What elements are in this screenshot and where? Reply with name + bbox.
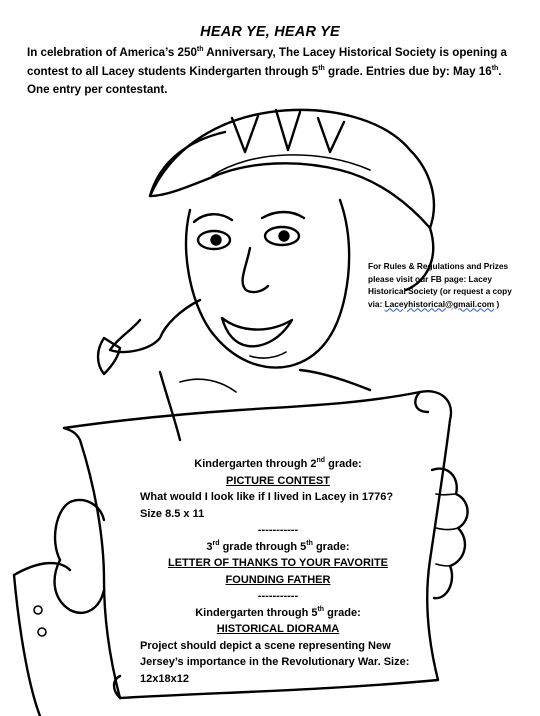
intro-text-4: . One entry per contestant. bbox=[27, 64, 502, 96]
contest-1-title: PICTURE CONTEST bbox=[226, 474, 330, 487]
contest-3-grade-suffix: grade: bbox=[324, 606, 361, 619]
hat-outline bbox=[150, 110, 434, 228]
contest-2-title: LETTER OF THANKS TO YOUR FAVORITE FOUNDING FATHER bbox=[167, 557, 388, 586]
contest-2-grade bbox=[140, 539, 416, 556]
contest-2-grade-sup-1: rd bbox=[212, 539, 220, 547]
intro-sup-3: th bbox=[491, 64, 499, 72]
hat-cockade-right bbox=[318, 118, 344, 152]
left-cuff bbox=[14, 563, 70, 716]
contest-1-description: What would I look like if I lived in Lacey in 1776? Size 8.5 x 11 bbox=[140, 491, 394, 520]
chin-line bbox=[250, 352, 286, 358]
scroll-curl-top bbox=[415, 392, 428, 412]
divider-1: ----------- bbox=[257, 524, 299, 536]
left-hand bbox=[55, 500, 104, 613]
intro-sup-2: th bbox=[318, 64, 325, 72]
intro-text-3: grade. Entries due by: May 16 bbox=[324, 64, 492, 78]
contest-3-grade-sup: th bbox=[317, 605, 325, 613]
coat-lapel bbox=[180, 379, 236, 392]
rules-close: ) bbox=[494, 298, 500, 309]
contest-3-grade bbox=[140, 605, 416, 622]
hair-curl bbox=[110, 300, 200, 352]
mouth bbox=[222, 318, 292, 346]
contest-1-grade-sup: nd bbox=[316, 457, 326, 464]
contest-1-grade bbox=[140, 456, 416, 473]
contest-2-grade-mid: grade through 5 bbox=[219, 540, 307, 553]
left-pupil bbox=[212, 236, 221, 245]
rules-text: For Rules & Regulations and Prizes please visit our FB page: Lacey Historical Society (or request a copy via: bbox=[368, 261, 512, 309]
intro-text-2: Anniversary, The Lacey Historical Society is opening a contest to all Lacey students Kindergarten through 5 bbox=[27, 46, 507, 78]
contest-3-title: HISTORICAL DIORAMA bbox=[216, 623, 340, 635]
divider-2: ----------- bbox=[257, 590, 299, 602]
cuff-button-1 bbox=[34, 606, 42, 614]
contest-3-grade-text: Kindergarten through 5 bbox=[195, 606, 318, 619]
coat-collar-left bbox=[160, 372, 180, 440]
right-pupil bbox=[280, 232, 289, 241]
contest-2-grade-sup-2: th bbox=[306, 539, 313, 547]
intro-sup-1: th bbox=[196, 46, 204, 53]
contest-2-grade-text: 3 bbox=[206, 540, 213, 553]
contest-1-grade-text: Kindergarten through 2 bbox=[194, 458, 317, 470]
contest-2-grade-suffix: grade: bbox=[312, 540, 350, 553]
right-brow bbox=[262, 212, 304, 218]
right-hand bbox=[432, 469, 468, 599]
intro-text-1: In celebration of America’s 250 bbox=[27, 46, 197, 59]
page-title: HEAR YE, HEAR YE bbox=[200, 24, 340, 40]
contest-1-grade-suffix: grade: bbox=[325, 458, 362, 470]
coat-collar-right bbox=[300, 370, 370, 390]
contest-list bbox=[140, 456, 416, 687]
contest-3-description: Project should depict a scene representing New Jersey’s importance in the Revolutionary War. Size: 12x18x12 bbox=[140, 639, 410, 685]
hat-cockade-center bbox=[276, 110, 300, 150]
nose bbox=[243, 248, 268, 292]
left-brow bbox=[194, 214, 232, 222]
cuff-button-2 bbox=[38, 628, 46, 636]
email-link[interactable]: Laceyhistorical@gmail.com bbox=[384, 298, 495, 309]
rules-note bbox=[368, 260, 528, 310]
